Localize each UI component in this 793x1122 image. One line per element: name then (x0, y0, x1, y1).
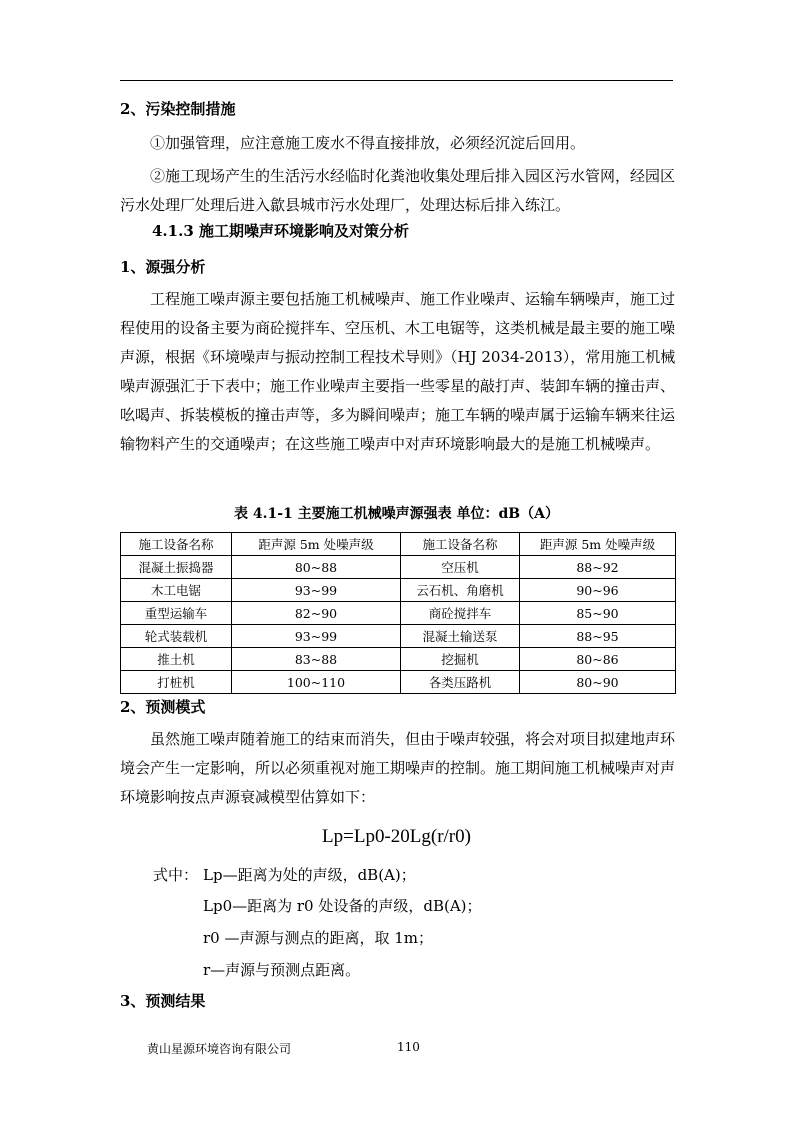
cell-equipment: 空压机 (401, 556, 520, 579)
pollution-control-heading: 2、污染控制措施 (120, 100, 236, 118)
cell-level: 90~96 (520, 579, 676, 602)
cell-level: 80~88 (232, 556, 401, 579)
noise-section-heading: 4.1.3 施工期噪声环境影响及对策分析 (152, 222, 409, 240)
table-caption: 表 4.1-1 主要施工机械噪声源强表 单位：dB（A） (233, 506, 559, 522)
cell-level: 88~92 (520, 556, 676, 579)
formula-prefix: 式中： (153, 866, 199, 884)
prediction-model-paragraph: 虽然施工噪声随着施工的结束而消失，但由于噪声较强，将会对项目拟建地声环境会产生一定影响，所以必须重视对施工期噪声的控制。施工期间施工机械噪声对声环境影响按点声源衰减模型估算如下： (120, 730, 676, 806)
cell-level: 80~86 (520, 648, 676, 671)
cell-equipment: 重型运输车 (121, 602, 232, 625)
header-level-1: 距声源 5m 处噪声级 (232, 533, 401, 556)
table-row (121, 648, 676, 671)
cell-level: 85~90 (520, 602, 676, 625)
prediction-result-heading: 3、预测结果 (120, 992, 206, 1010)
measure-1-paragraph: ①加强管理，应注意施工废水不得直接排放，必须经沉淀后回用。 (150, 134, 586, 152)
prediction-model-heading: 2、预测模式 (120, 698, 206, 716)
cell-level: 82~90 (232, 602, 401, 625)
noise-source-table (120, 532, 676, 694)
cell-equipment: 商砼搅拌车 (401, 602, 520, 625)
table-row (121, 556, 676, 579)
source-analysis-paragraph: 工程施工噪声源主要包括施工机械噪声、施工作业噪声、运输车辆噪声，施工过程使用的设备主要为商砼搅拌车、空压机、木工电锯等，这类机械是最主要的施工噪声源，根据《环境噪声与振动控制工程技术导则》（HJ 2034-2013），常用施工机械噪声源强汇于下表中；施工作业噪声主要指一些零星的敲打声、装卸车辆的撞击声、吆喝声、拆装模板的撞击声等，多为瞬间噪声；施工车辆的噪声属于运输车辆来往运输物料产生的交通噪声；在这些施工噪声中对声环境影响最大的是施工机械噪声。 (120, 290, 676, 453)
cell-equipment: 打桩机 (121, 671, 232, 694)
table-row (121, 671, 676, 694)
cell-equipment: 各类压路机 (401, 671, 520, 694)
page-number: 110 (397, 1040, 420, 1054)
attenuation-formula: Lp=Lp0-20Lg(r/r0) (322, 826, 471, 847)
header-equipment-2: 施工设备名称 (401, 533, 520, 556)
cell-level: 93~99 (232, 579, 401, 602)
cell-equipment: 木工电锯 (121, 579, 232, 602)
table-row (121, 602, 676, 625)
cell-level: 83~88 (232, 648, 401, 671)
cell-level: 93~99 (232, 625, 401, 648)
cell-equipment: 混凝土输送泵 (401, 625, 520, 648)
definition-lp: Lp—距离为处的声级，dB(A)； (203, 866, 416, 884)
cell-equipment: 混凝土振捣器 (121, 556, 232, 579)
definition-r0: r0 —声源与测点的距离，取 1m； (203, 929, 434, 947)
cell-equipment: 轮式装载机 (121, 625, 232, 648)
cell-level: 88~95 (520, 625, 676, 648)
cell-equipment: 推土机 (121, 648, 232, 671)
table-row (121, 579, 676, 602)
footer-company: 黄山星源环境咨询有限公司 (147, 1042, 292, 1056)
table-header-row (121, 533, 676, 556)
source-analysis-heading: 1、源强分析 (120, 258, 206, 276)
header-level-2: 距声源 5m 处噪声级 (520, 533, 676, 556)
cell-level: 100~110 (232, 671, 401, 694)
header-equipment-1: 施工设备名称 (121, 533, 232, 556)
measure-2-paragraph: ②施工现场产生的生活污水经临时化粪池收集处理后排入园区污水管网，经园区污水处理厂处理后进入歙县城市污水处理厂，处理达标后排入练江。 (120, 167, 676, 214)
cell-level: 80~90 (520, 671, 676, 694)
definition-lp0: Lp0—距离为 r0 处设备的声级，dB(A)； (203, 897, 482, 915)
cell-equipment: 挖掘机 (401, 648, 520, 671)
table-row (121, 625, 676, 648)
header-rule (120, 80, 673, 81)
cell-equipment: 云石机、角磨机 (401, 579, 520, 602)
definition-r: r—声源与预测点距离。 (203, 961, 361, 979)
